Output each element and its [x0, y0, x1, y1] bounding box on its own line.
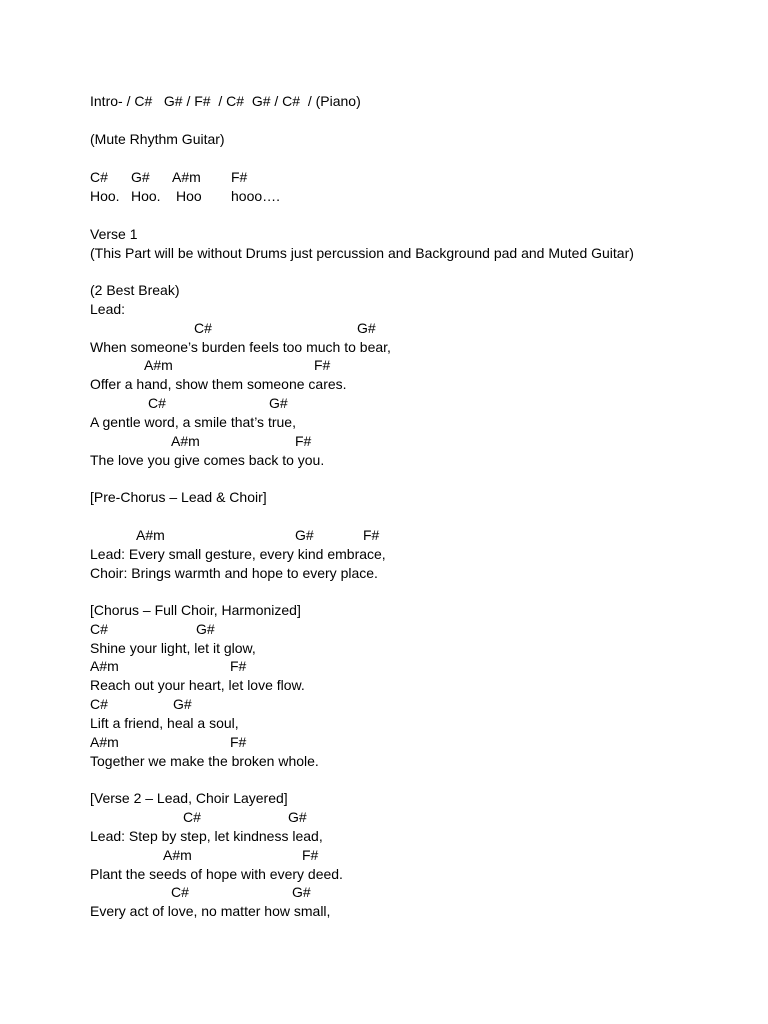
mute-guitar-note: (Mute Rhythm Guitar): [90, 131, 225, 147]
lyric-line: Plant the seeds of hope with every deed.: [90, 866, 343, 882]
lyric-chord: F#: [230, 658, 247, 674]
hoo-chord: F#: [231, 169, 248, 185]
lyric-chord: A#m: [90, 734, 119, 750]
lyric-line: When someone’s burden feels too much to bear,: [90, 339, 391, 355]
lyric-chord: F#: [230, 734, 247, 750]
chorus-heading: [Chorus – Full Choir, Harmonized]: [90, 602, 301, 618]
verse2-heading: [Verse 2 – Lead, Choir Layered]: [90, 790, 288, 806]
lyric-chord: F#: [363, 527, 380, 543]
lyric-line: Shine your light, let it glow,: [90, 640, 256, 656]
lyric-chord: A#m: [90, 658, 119, 674]
lyric-line: The love you give comes back to you.: [90, 452, 325, 468]
lyric-line: Offer a hand, show them someone cares.: [90, 376, 347, 392]
lyric-chord: F#: [302, 847, 319, 863]
lyric-chord: G#: [173, 696, 192, 712]
lyric-chord: G#: [357, 320, 376, 336]
lyric-chord: G#: [295, 527, 314, 543]
hoo-chord: A#m: [172, 169, 201, 185]
verse1-note: (This Part will be without Drums just percussion and Background pad and Muted Guitar): [90, 245, 634, 261]
lyric-chord: A#m: [171, 433, 200, 449]
break-note: (2 Best Break): [90, 282, 180, 298]
lyric-line: A gentle word, a smile that’s true,: [90, 414, 296, 430]
lyric-chord: C#: [90, 696, 108, 712]
lead-label: Lead:: [90, 301, 126, 317]
hoo-word: Hoo.: [90, 188, 120, 204]
lyric-chord: C#: [90, 621, 108, 637]
lyric-line: Together we make the broken whole.: [90, 753, 319, 769]
hoo-chord: C#: [90, 169, 108, 185]
lyric-chord: F#: [314, 357, 331, 373]
lyric-chord: A#m: [163, 847, 192, 863]
hoo-word: hooo….: [231, 188, 281, 204]
lyric-chord: C#: [148, 395, 166, 411]
lyric-chord: A#m: [136, 527, 165, 543]
lyric-line: Lift a friend, heal a soul,: [90, 715, 239, 731]
intro-line: Intro- / C# G# / F# / C# G# / C# / (Piano): [90, 93, 361, 109]
lyric-chord: C#: [171, 884, 189, 900]
hoo-chord: G#: [131, 169, 150, 185]
lyric-chord: A#m: [144, 357, 173, 373]
lyric-chord: G#: [292, 884, 311, 900]
lyric-line: Lead: Step by step, let kindness lead,: [90, 828, 323, 844]
lyric-chord: C#: [183, 809, 201, 825]
verse1-heading: Verse 1: [90, 226, 138, 242]
lyric-chord: G#: [269, 395, 288, 411]
hoo-word: Hoo.: [131, 188, 161, 204]
lyric-line: Every act of love, no matter how small,: [90, 903, 331, 919]
hoo-word: Hoo: [176, 188, 202, 204]
lyric-line: Reach out your heart, let love flow.: [90, 677, 305, 693]
lyric-chord: G#: [196, 621, 215, 637]
lyric-chord: F#: [295, 433, 312, 449]
lyric-chord: C#: [194, 320, 212, 336]
lyric-line: Choir: Brings warmth and hope to every place.: [90, 565, 378, 581]
prechorus-heading: [Pre-Chorus – Lead & Choir]: [90, 489, 267, 505]
lyric-line: Lead: Every small gesture, every kind embrace,: [90, 546, 386, 562]
lyric-chord: G#: [288, 809, 307, 825]
